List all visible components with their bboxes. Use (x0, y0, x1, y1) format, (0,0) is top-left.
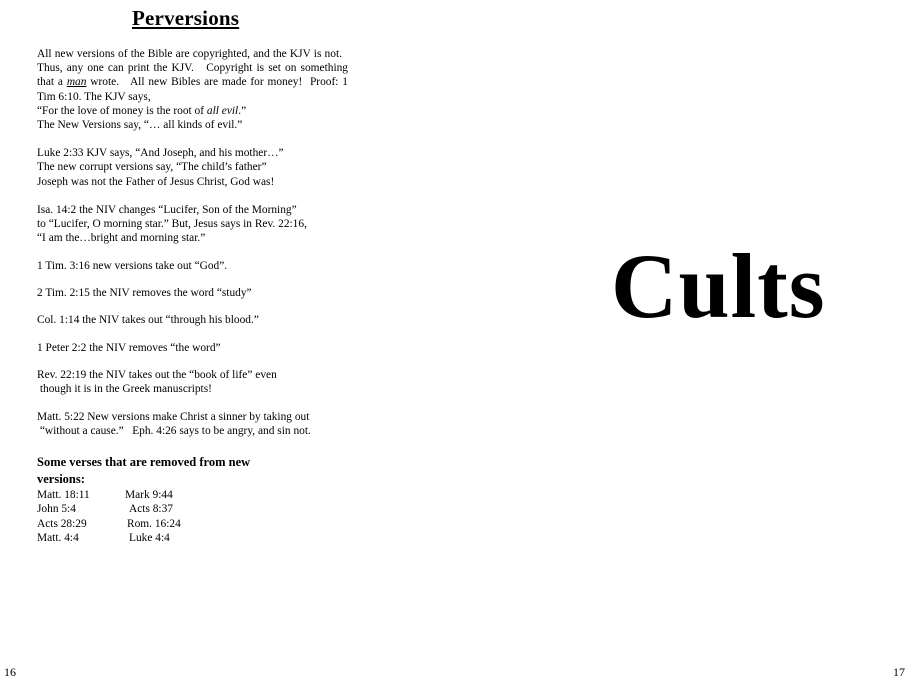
removed-verses-table (37, 488, 181, 545)
intro-sentence-3-after: wrote. (86, 76, 120, 89)
luke-line-3: Joseph was not the Father of Jesus Christ, God was! (37, 175, 275, 188)
isaiah-line-2: to “Lucifer, O morning star.” But, Jesus says in Rev. 22:16, (37, 218, 307, 231)
removed-verse: John 5:4 (37, 503, 76, 516)
new-versions-line: The New Versions say, “… all kinds of evil.” (37, 119, 243, 132)
kjv-quote-line (37, 104, 348, 118)
intro-paragraph (37, 47, 348, 104)
isaiah-line-3: “I am the…bright and morning star.” (37, 232, 206, 245)
removed-verse: Mark 9:44 (125, 489, 173, 502)
table-row (37, 488, 181, 502)
colossians-block (37, 313, 348, 327)
luke-block (37, 146, 348, 189)
kjv-quote-after: .” (238, 104, 247, 117)
page-number-left: 16 (4, 665, 16, 679)
right-page (456, 0, 913, 682)
timothy2-block (37, 286, 348, 300)
revelation-line-2: though it is in the Greek manuscripts! (37, 383, 212, 396)
peter-line: 1 Peter 2:2 the NIV removes “the word” (37, 341, 221, 354)
isaiah-line-1: Isa. 14:2 the NIV changes “Lucifer, Son of the Morning” (37, 203, 297, 216)
emphasis-all-evil: all evil (206, 104, 239, 117)
table-row (37, 531, 181, 545)
removed-verses-heading: Some verses that are removed from new versions: (37, 455, 251, 487)
section-title: Cults (611, 235, 826, 337)
matthew-line-1: Matt. 5:22 New versions make Christ a sinner by taking out (37, 410, 310, 423)
luke-line-1: Luke 2:33 KJV says, “And Joseph, and his mother…” (37, 147, 284, 160)
removed-verse: Acts 28:29 (37, 517, 87, 530)
intro-sentence-3-before: Copyright is set on something that a (37, 62, 348, 89)
revelation-line-1: Rev. 22:19 the NIV takes out the “book of life” even (37, 369, 277, 382)
peter-block (37, 341, 348, 355)
table-row (37, 502, 181, 516)
timothy2-line: 2 Tim. 2:15 the NIV removes the word “study” (37, 287, 252, 300)
removed-verse: Matt. 4:4 (37, 531, 79, 544)
intro-sentence-4: All new Bibles are made for money! (129, 76, 303, 89)
luke-line-2: The new corrupt versions say, “The child’s father” (37, 161, 267, 174)
left-page (0, 0, 456, 682)
removed-verse: Luke 4:4 (129, 531, 170, 544)
removed-verse: Rom. 16:24 (127, 517, 181, 530)
left-page-content (37, 47, 348, 545)
matthew-line-2: “without a cause.” Eph. 4:26 says to be angry, and sin not. (37, 424, 311, 437)
isaiah-block (37, 203, 348, 246)
intro-proof: Proof: 1 Tim 6:10. The KJV says, (37, 76, 348, 103)
page-number-right: 17 (893, 665, 905, 679)
removed-verse: Matt. 18:11 (37, 489, 90, 502)
kjv-quote-before: “For the love of money is the root of (37, 104, 207, 117)
timothy-block (37, 259, 348, 273)
intro-sentence-2: Thus, any one can print the KJV. (37, 62, 194, 75)
page-title: Perversions (132, 6, 240, 30)
revelation-block (37, 368, 348, 396)
emphasis-man: man (66, 76, 87, 89)
matthew-block (37, 410, 348, 438)
intro-sentence-1: All new versions of the Bible are copyrighted, and the KJV is not. (37, 48, 342, 60)
table-row (37, 517, 181, 531)
timothy-line: 1 Tim. 3:16 new versions take out “God”. (37, 259, 228, 272)
removed-verse: Acts 8:37 (129, 503, 173, 516)
colossians-line: Col. 1:14 the NIV takes out “through his blood.” (37, 314, 259, 327)
